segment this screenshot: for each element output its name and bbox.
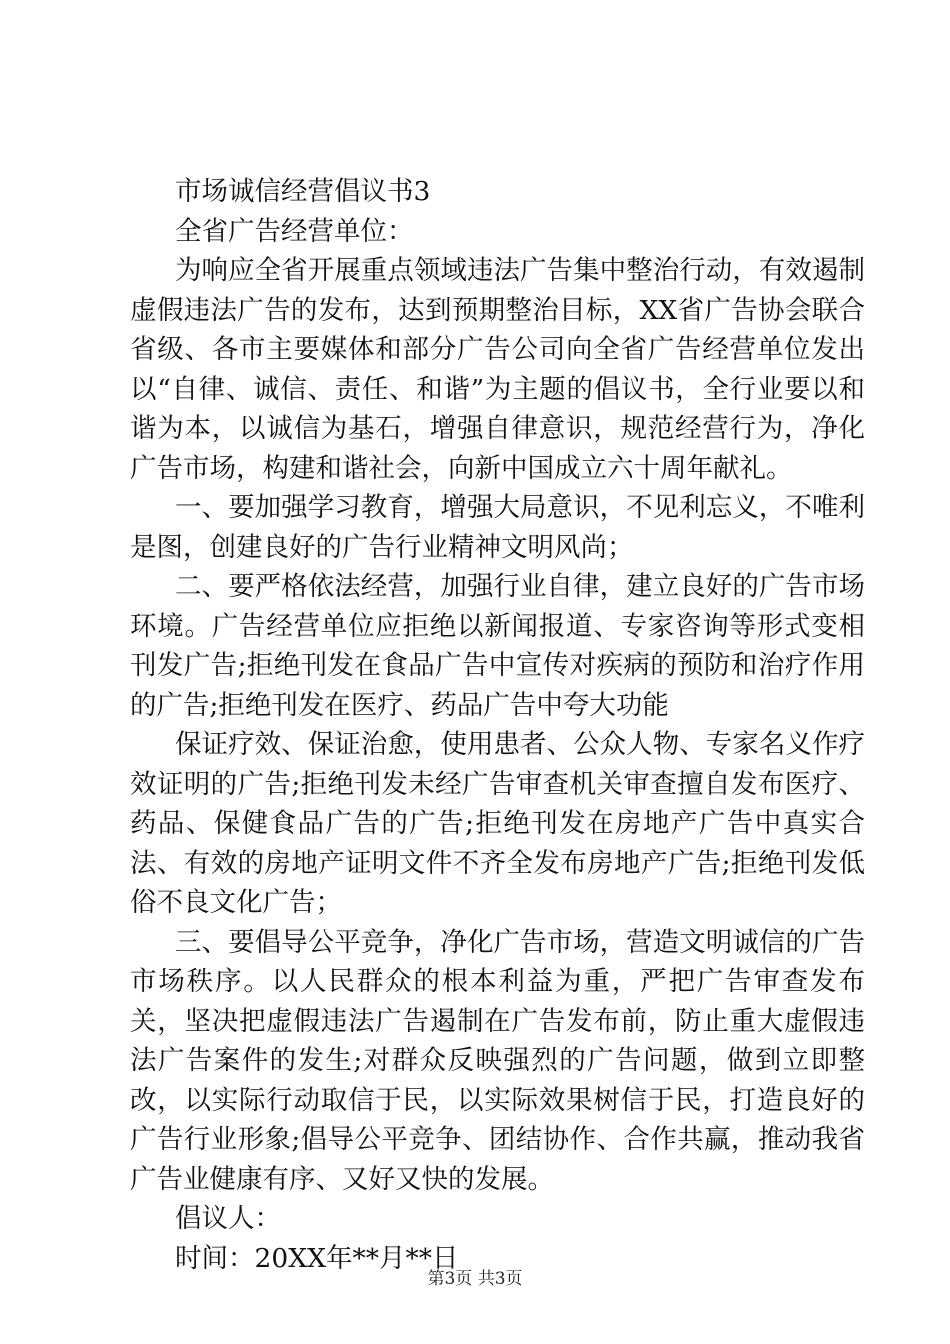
document-title: 市场诚信经营倡议书3 [175,176,431,207]
paragraph-point-three: 三、要倡导公平竞争，净化广告市场，营造文明诚信的广告市场秩序。以人民群众的根本利益为重，严把广告审查发布关，坚决把虚假违法广告遏制在广告发布前，防止重大虚假违法广告案件的发生;对群众反映强烈的广告问题，做到立即整改，以实际行动取信于民，以实际效果树信于民，打造良好的广告行业形象;倡导公平竞争、团结协作、合作共赢，推动我省广告业健康有序、又好又快的发展。 [130,926,865,1195]
signatory-line: 倡议人： [175,1203,281,1234]
document-body [130,172,865,1278]
salutation: 全省广告经营单位： [175,215,414,247]
paragraph-point-one: 一、要加强学习教育，增强大局意识，不见利忘义，不唯利是图，创建良好的广告行业精神文明风尚； [130,492,865,563]
paragraph-point-two: 二、要严格依法经营，加强行业自律，建立良好的广告市场环境。广告经营单位应拒绝以新闻报道、专家咨询等形式变相刊发广告;拒绝刊发在食品广告中宣传对疾病的预防和治疗作用的广告;拒绝刊发在医疗、药品广告中夸大功能 [130,571,865,721]
paragraph-point-two-continued: 保证疗效、保证治愈，使用患者、公众人物、专家名义作疗效证明的广告;拒绝刊发未经广告审查机关审查擅自发布医疗、药品、保健食品广告的广告;拒绝刊发在房地产广告中真实合法、有效的房地产证明文件不齐全发布房地产广告;拒绝刊发低俗不良文化广告； [130,729,865,918]
paragraph-intro: 为响应全省开展重点领域违法广告集中整治行动，有效遏制虚假违法广告的发布，达到预期整治目标，XX省广告协会联合省级、各市主要媒体和部分广告公司向全省广告经营单位发出以“自律、诚信、责任、和谐”为主题的倡议书，全行业要以和谐为本，以诚信为基石，增强自律意识，规范经营行为，净化广告市场，构建和谐社会，向新中国成立六十周年献礼。 [130,255,865,484]
date-line: 时间：20XX年**月**日 [175,1242,459,1274]
page-footer: 第3页 共3页 [427,1269,523,1289]
